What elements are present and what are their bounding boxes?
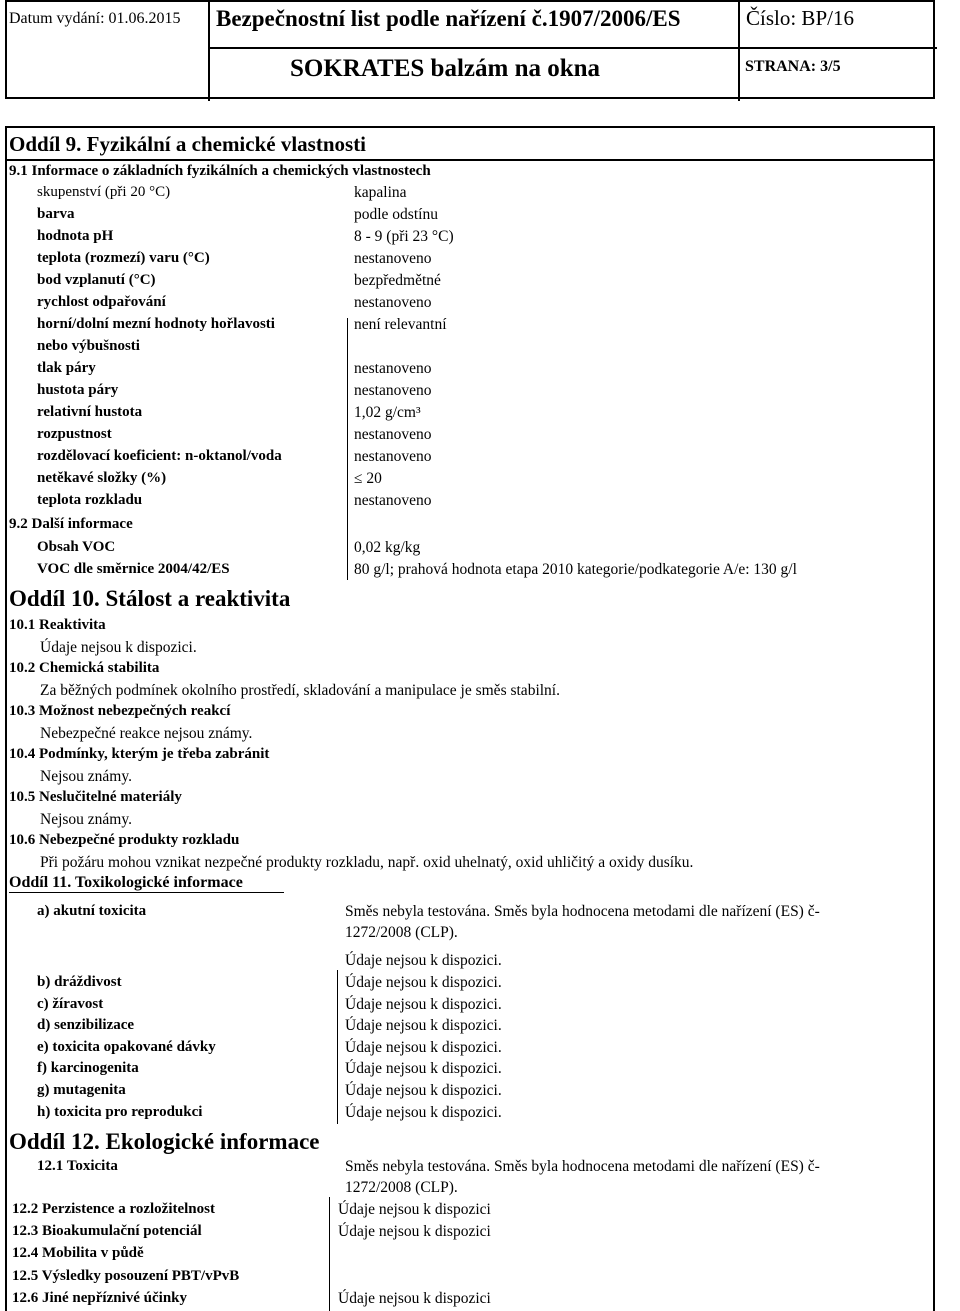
table-divider — [347, 318, 348, 580]
property-label-continued: nebo výbušnosti — [37, 338, 140, 354]
property-value: nestanoveno — [354, 294, 432, 311]
property-value: nestanoveno — [354, 250, 432, 267]
acute-toxicity-text-3: Údaje nejsou k dispozici. — [345, 952, 502, 969]
property-label: barva — [37, 206, 75, 222]
property-value: není relevantní — [354, 316, 447, 333]
subsection-title: 10.4 Podmínky, kterým je třeba zabránit — [9, 746, 270, 762]
toxicity-label: b) dráždivost — [37, 974, 122, 990]
property-value: nestanoveno — [354, 360, 432, 377]
section-10-heading: Oddíl 10. Stálost a reaktivita — [9, 586, 291, 611]
product-name: SOKRATES balzám na okna — [290, 55, 601, 82]
toxicity-label: c) žíravost — [37, 995, 104, 1012]
table-divider — [337, 970, 338, 1124]
ecology-value: Údaje nejsou k dispozici — [338, 1289, 491, 1307]
divider — [5, 159, 935, 161]
acute-toxicity-label: a) akutní toxicita — [37, 903, 147, 919]
property-label: tlak páry — [37, 360, 96, 376]
header-divider — [208, 47, 937, 49]
ecology-value: Údaje nejsou k dispozici — [338, 1201, 491, 1218]
toxicity-label: g) mutagenita — [37, 1082, 126, 1098]
document-number: Číslo: BP/16 — [746, 6, 854, 30]
toxicity-value: Údaje nejsou k dispozici. — [345, 1082, 502, 1099]
section-12-heading: Oddíl 12. Ekologické informace — [9, 1129, 320, 1154]
property-value: 1,02 g/cm³ — [354, 404, 421, 421]
property-label: rychlost odpařování — [37, 294, 166, 310]
property-label: hustota páry — [37, 382, 119, 398]
property-value: nestanoveno — [354, 382, 432, 399]
property-label: netěkavé složky (%) — [37, 470, 167, 486]
property-label: rozpustnost — [37, 426, 112, 442]
subsection-text: Za běžných podmínek okolního prostředí, skladování a manipulace je směs stabilní. — [40, 682, 560, 699]
ecology-value: Údaje nejsou k dispozici — [338, 1223, 491, 1241]
voc-value: 0,02 kg/kg — [354, 539, 421, 556]
section-11-heading: Oddíl 11. Toxikologické informace — [9, 874, 284, 893]
eco-toxicity-label: 12.1 Toxicita — [37, 1158, 118, 1174]
subsection-title: 10.2 Chemická stabilita — [9, 660, 160, 676]
property-label: skupenství (při 20 °C) — [37, 184, 171, 200]
property-value: 8 - 9 (při 23 °C) — [354, 228, 454, 245]
property-value: nestanoveno — [354, 448, 432, 465]
property-value: podle odstínu — [354, 206, 438, 223]
subsection-title: 10.6 Nebezpečné produkty rozkladu — [9, 832, 240, 848]
ecology-label: 12.5 Výsledky posouzení PBT/vPvB — [12, 1267, 240, 1284]
ecology-label: 12.2 Perzistence a rozložitelnost — [12, 1201, 215, 1217]
toxicity-value: Údaje nejsou k dispozici. — [345, 1060, 502, 1078]
section-9-heading: Oddíl 9. Fyzikální a chemické vlastnosti — [9, 132, 367, 156]
acute-toxicity-text-2: 1272/2008 (CLP). — [345, 924, 458, 941]
toxicity-label: e) toxicita opakované dávky — [37, 1038, 216, 1055]
ecology-label: 12.6 Jiné nepříznivé účinky — [12, 1289, 188, 1306]
property-value: nestanoveno — [354, 492, 432, 509]
subsection-title: 10.1 Reaktivita — [9, 617, 106, 633]
issue-date: Datum vydání: 01.06.2015 — [9, 10, 181, 27]
property-label: teplota (rozmezí) varu (°C) — [37, 250, 210, 266]
property-label: teplota rozkladu — [37, 492, 143, 508]
subsection-text: Při požáru mohou vznikat nezpečné produkty rozkladu, např. oxid uhelnatý, oxid uhličitý a oxidy dusíku. — [40, 854, 694, 871]
subsection-text: Nebezpečné reakce nejsou známy. — [40, 725, 253, 742]
subsection-title: 10.5 Neslučitelné materiály — [9, 789, 182, 805]
toxicity-label: h) toxicita pro reprodukci — [37, 1103, 203, 1120]
document-title: Bezpečnostní list podle nařízení č.1907/2006/ES — [216, 6, 681, 31]
voc-label: Obsah VOC — [37, 539, 116, 555]
eco-toxicity-text-2: 1272/2008 (CLP). — [345, 1179, 458, 1196]
property-label: hodnota pH — [37, 228, 114, 244]
header-divider — [738, 2, 740, 101]
toxicity-label: d) senzibilizace — [37, 1017, 135, 1034]
subsection-text: Údaje nejsou k dispozici. — [40, 639, 197, 656]
section-9-1-heading: 9.1 Informace o základních fyzikálních a chemických vlastnostech — [9, 163, 431, 179]
voc2-label: VOC dle směrnice 2004/42/ES — [37, 561, 230, 577]
header-divider — [208, 2, 210, 101]
ecology-label: 12.4 Mobilita v půdě — [12, 1245, 144, 1262]
toxicity-value: Údaje nejsou k dispozici. — [345, 995, 502, 1013]
property-label: relativní hustota — [37, 404, 143, 420]
eco-toxicity-text: Směs nebyla testována. Směs byla hodnocena metodami dle nařízení (ES) č- — [345, 1158, 820, 1175]
property-label: horní/dolní mezní hodnoty hořlavosti — [37, 316, 275, 332]
ecology-label: 12.3 Bioakumulační potenciál — [12, 1223, 202, 1240]
property-value: nestanoveno — [354, 426, 432, 443]
toxicity-value: Údaje nejsou k dispozici. — [345, 1017, 502, 1035]
toxicity-value: Údaje nejsou k dispozici. — [345, 1103, 502, 1121]
section-9-2-heading: 9.2 Další informace — [9, 516, 133, 532]
page-number: STRANA: 3/5 — [745, 58, 841, 75]
property-value: bezpředmětné — [354, 272, 441, 289]
property-value: ≤ 20 — [354, 470, 382, 487]
subsection-text: Nejsou známy. — [40, 768, 132, 785]
property-label: rozdělovací koeficient: n-oktanol/voda — [37, 448, 282, 464]
property-label: bod vzplanutí (°C) — [37, 272, 156, 288]
toxicity-label: f) karcinogenita — [37, 1060, 139, 1077]
toxicity-value: Údaje nejsou k dispozici. — [345, 1038, 502, 1056]
subsection-text: Nejsou známy. — [40, 811, 132, 828]
subsection-title: 10.3 Možnost nebezpečných reakcí — [9, 703, 231, 719]
property-value: kapalina — [354, 184, 407, 201]
toxicity-value: Údaje nejsou k dispozici. — [345, 974, 502, 991]
voc2-value: 80 g/l; prahová hodnota etapa 2010 kategorie/podkategorie A/e: 130 g/l — [354, 561, 797, 578]
table-divider — [329, 1197, 330, 1311]
acute-toxicity-text: Směs nebyla testována. Směs byla hodnocena metodami dle nařízení (ES) č- — [345, 903, 820, 920]
